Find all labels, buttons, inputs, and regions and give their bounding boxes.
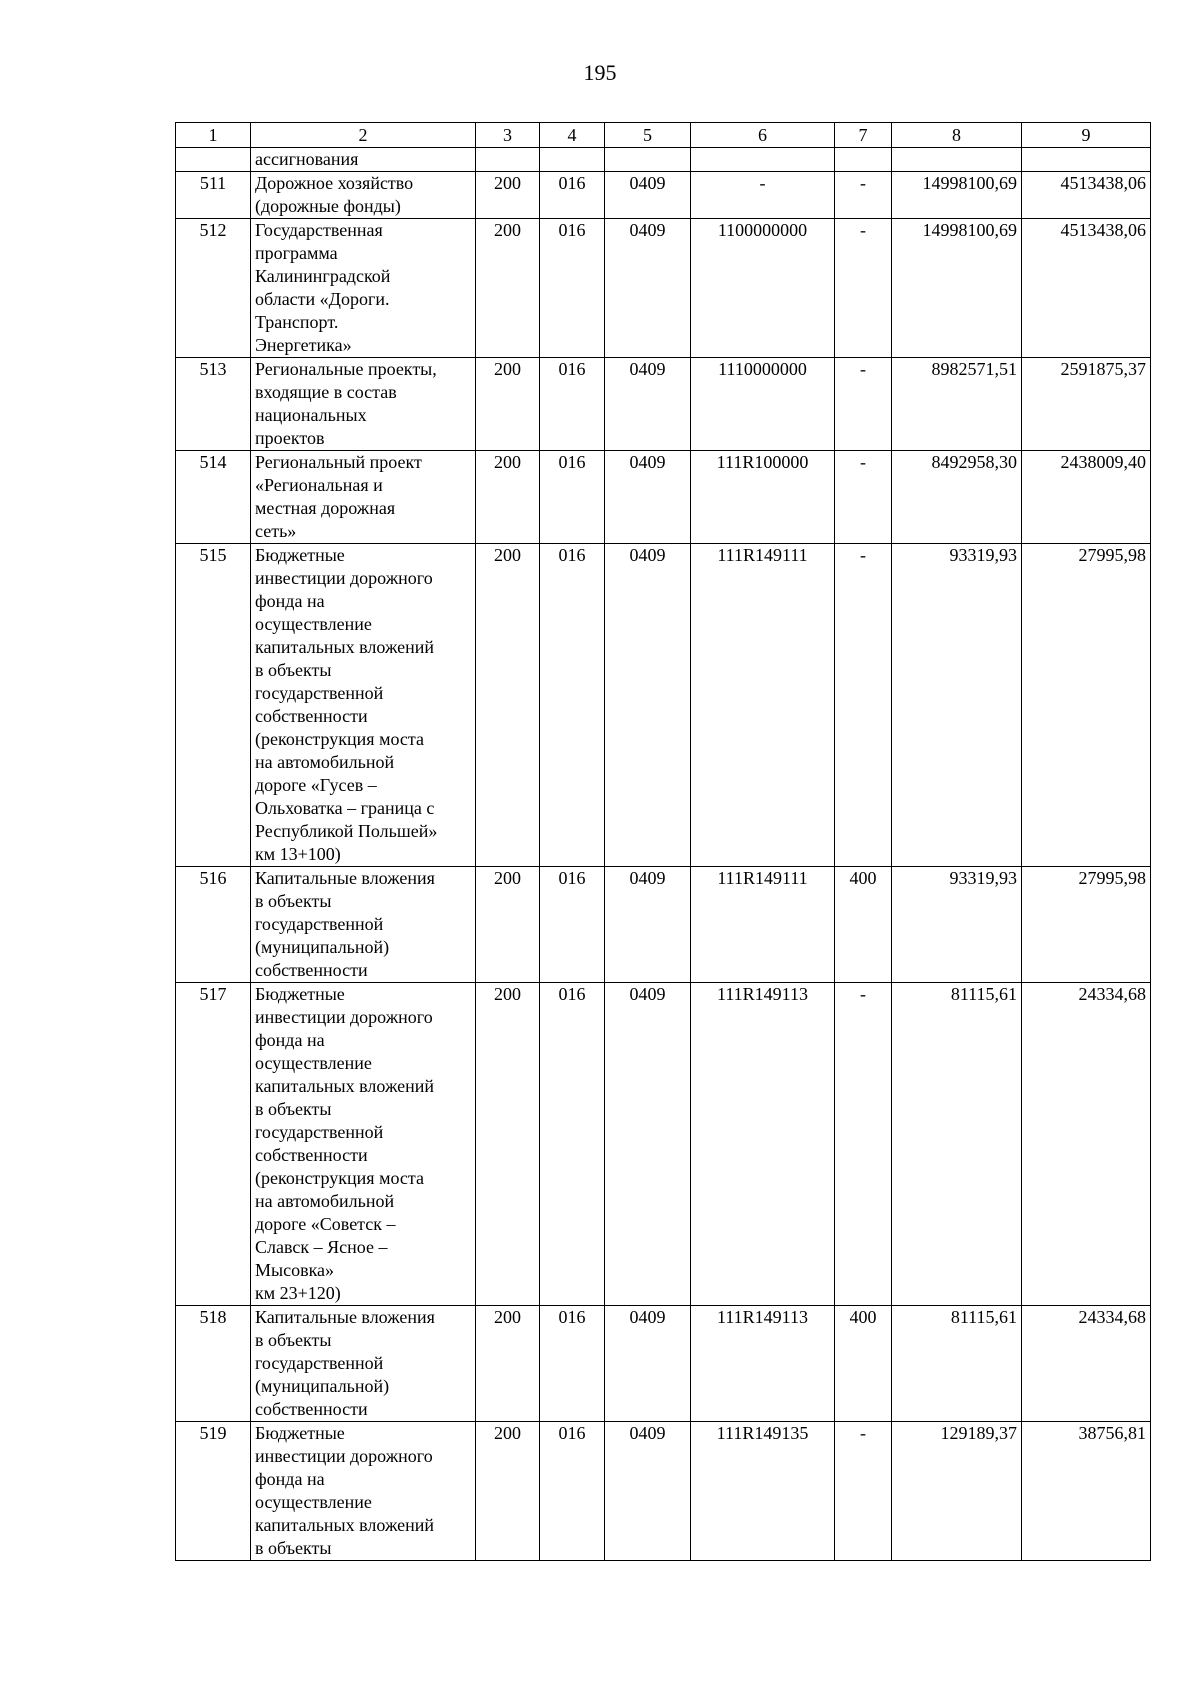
amount-cell: 81115,61: [892, 1306, 1022, 1422]
target-article-cell: 111R149111: [691, 867, 835, 983]
row-number-cell: 515: [176, 544, 251, 867]
amount-cell: 93319,93: [892, 544, 1022, 867]
amount-cell: 27995,98: [1022, 867, 1151, 983]
row-name-line: Энергетика»: [255, 335, 352, 355]
row-name-line: фонда на: [255, 1030, 325, 1050]
amount-cell: 27995,98: [1022, 544, 1151, 867]
table-cell: [176, 148, 251, 172]
column-header: 6: [691, 123, 835, 148]
department-code-cell: 016: [540, 544, 605, 867]
row-name-line: собственности: [255, 1399, 368, 1419]
amount-cell: 81115,61: [892, 983, 1022, 1306]
section-code-cell: 0409: [605, 867, 691, 983]
row-name-line: капитальных вложений: [255, 637, 435, 657]
expense-type-cell: -: [835, 172, 892, 219]
admin-code-cell: 200: [476, 867, 540, 983]
row-name-line: Транспорт.: [255, 312, 339, 332]
row-name-line: на автомобильной: [255, 1191, 395, 1211]
admin-code-cell: 200: [476, 1422, 540, 1561]
department-code-cell: 016: [540, 358, 605, 451]
department-code-cell: 016: [540, 172, 605, 219]
row-number-cell: 518: [176, 1306, 251, 1422]
row-name-line: (муниципальной): [255, 1376, 390, 1396]
table-body: [176, 148, 1151, 1561]
row-name-line: фонда на: [255, 591, 325, 611]
table-row: [176, 983, 1151, 1306]
expense-type-cell: -: [835, 1422, 892, 1561]
department-code-cell: 016: [540, 219, 605, 358]
row-name-line: км 23+120): [255, 1283, 341, 1303]
row-name-line: на автомобильной: [255, 752, 395, 772]
amount-cell: 2591875,37: [1022, 358, 1151, 451]
page-number: 195: [583, 60, 617, 85]
row-name-line: осуществление: [255, 1492, 372, 1512]
row-name-line: проектов: [255, 428, 325, 448]
row-name-line: (реконструкция моста: [255, 1168, 424, 1188]
row-name-line: входящие в состав: [255, 382, 397, 402]
row-number-cell: 514: [176, 451, 251, 544]
amount-cell: 93319,93: [892, 867, 1022, 983]
row-name-line: Республикой Польшей»: [255, 821, 438, 841]
expense-type-cell: -: [835, 219, 892, 358]
target-article-cell: 1100000000: [691, 219, 835, 358]
table-row: [176, 358, 1151, 451]
row-number-cell: 512: [176, 219, 251, 358]
target-article-cell: 1110000000: [691, 358, 835, 451]
row-name-line: инвестиции дорожного: [255, 1446, 433, 1466]
expense-type-cell: -: [835, 983, 892, 1306]
target-article-cell: 111R149113: [691, 1306, 835, 1422]
row-name-line: (муниципальной): [255, 937, 390, 957]
row-name-cell: [251, 544, 476, 867]
section-code-cell: 0409: [605, 451, 691, 544]
amount-cell: 24334,68: [1022, 1306, 1151, 1422]
row-name-line: Ольховатка – граница с: [255, 798, 435, 818]
section-code-cell: 0409: [605, 1422, 691, 1561]
row-name-cell: [251, 451, 476, 544]
column-header: 9: [1022, 123, 1151, 148]
row-name-line: осуществление: [255, 1053, 372, 1073]
row-name-line: в объекты: [255, 1099, 332, 1119]
amount-cell: 2438009,40: [1022, 451, 1151, 544]
column-header: 8: [892, 123, 1022, 148]
row-name-line: Капитальные вложения: [255, 868, 435, 888]
expense-type-cell: 400: [835, 1306, 892, 1422]
table-cell: [605, 148, 691, 172]
row-name-line: государственной: [255, 683, 384, 703]
row-name-line: км 13+100): [255, 844, 341, 864]
row-name-line: в объекты: [255, 1538, 332, 1558]
amount-cell: 24334,68: [1022, 983, 1151, 1306]
table-row: [176, 544, 1151, 867]
table-row: [176, 219, 1151, 358]
section-code-cell: 0409: [605, 1306, 691, 1422]
amount-cell: 14998100,69: [892, 172, 1022, 219]
row-name-line: осуществление: [255, 614, 372, 634]
column-header: 1: [176, 123, 251, 148]
row-name-line: Региональные проекты,: [255, 359, 437, 379]
row-name-line: собственности: [255, 1145, 368, 1165]
table-row: [176, 451, 1151, 544]
admin-code-cell: 200: [476, 1306, 540, 1422]
row-name-line: дороге «Советск –: [255, 1214, 396, 1234]
department-code-cell: 016: [540, 1422, 605, 1561]
row-name-line: инвестиции дорожного: [255, 568, 433, 588]
continuation-row: [176, 148, 1151, 172]
table-cell: [540, 148, 605, 172]
budget-table: [175, 122, 1151, 1561]
section-code-cell: 0409: [605, 544, 691, 867]
row-name-line: в объекты: [255, 1330, 332, 1350]
row-name-line: дороге «Гусев –: [255, 775, 377, 795]
row-name-line: Бюджетные: [255, 545, 345, 565]
row-name-line: (дорожные фонды): [255, 196, 401, 216]
row-name-cell: [251, 1422, 476, 1561]
column-header: 4: [540, 123, 605, 148]
admin-code-cell: 200: [476, 358, 540, 451]
table-row: [176, 1422, 1151, 1561]
row-name-line: капитальных вложений: [255, 1515, 435, 1535]
expense-type-cell: -: [835, 544, 892, 867]
row-name-line: местная дорожная: [255, 498, 396, 518]
row-number-cell: 511: [176, 172, 251, 219]
table-cell: [835, 148, 892, 172]
table-cell: [1022, 148, 1151, 172]
target-article-cell: -: [691, 172, 835, 219]
row-name-line: собственности: [255, 706, 368, 726]
amount-cell: 8982571,51: [892, 358, 1022, 451]
column-header: 5: [605, 123, 691, 148]
row-number-cell: 513: [176, 358, 251, 451]
amount-cell: 4513438,06: [1022, 172, 1151, 219]
amount-cell: 38756,81: [1022, 1422, 1151, 1561]
amount-cell: 14998100,69: [892, 219, 1022, 358]
table-row: [176, 1306, 1151, 1422]
row-name-line: Бюджетные: [255, 984, 345, 1004]
row-name-line: в объекты: [255, 660, 332, 680]
section-code-cell: 0409: [605, 358, 691, 451]
department-code-cell: 016: [540, 867, 605, 983]
column-header: 3: [476, 123, 540, 148]
row-name-line: сеть»: [255, 521, 297, 541]
row-name-line: государственной: [255, 1353, 384, 1373]
department-code-cell: 016: [540, 1306, 605, 1422]
row-name-cell: [251, 219, 476, 358]
row-name-line: в объекты: [255, 891, 332, 911]
department-code-cell: 016: [540, 983, 605, 1306]
row-name-line: Славск – Ясное –: [255, 1237, 388, 1257]
row-name-line: области «Дороги.: [255, 289, 390, 309]
row-name-cell: [251, 867, 476, 983]
row-name-line: Государственная: [255, 220, 383, 240]
row-name-line: программа: [255, 243, 338, 263]
continuation-text: ассигнования: [251, 148, 476, 172]
admin-code-cell: 200: [476, 219, 540, 358]
column-header: 2: [251, 123, 476, 148]
target-article-cell: 111R100000: [691, 451, 835, 544]
admin-code-cell: 200: [476, 544, 540, 867]
section-code-cell: 0409: [605, 219, 691, 358]
row-name-line: фонда на: [255, 1469, 325, 1489]
expense-type-cell: -: [835, 451, 892, 544]
row-name-line: Бюджетные: [255, 1423, 345, 1443]
section-code-cell: 0409: [605, 983, 691, 1306]
row-name-cell: [251, 172, 476, 219]
expense-type-cell: 400: [835, 867, 892, 983]
admin-code-cell: 200: [476, 983, 540, 1306]
row-number-cell: 516: [176, 867, 251, 983]
amount-cell: 129189,37: [892, 1422, 1022, 1561]
row-name-line: государственной: [255, 914, 384, 934]
table-cell: [892, 148, 1022, 172]
row-name-line: Калининградской: [255, 266, 391, 286]
department-code-cell: 016: [540, 451, 605, 544]
row-name-line: Региональный проект: [255, 452, 422, 472]
row-name-cell: [251, 983, 476, 1306]
row-name-line: (реконструкция моста: [255, 729, 424, 749]
row-name-line: «Региональная и: [255, 475, 383, 495]
row-name-line: государственной: [255, 1122, 384, 1142]
row-name-line: Мысовка»: [255, 1260, 335, 1280]
table-cell: [691, 148, 835, 172]
row-name-line: инвестиции дорожного: [255, 1007, 433, 1027]
table-cell: [476, 148, 540, 172]
target-article-cell: 111R149111: [691, 544, 835, 867]
amount-cell: 8492958,30: [892, 451, 1022, 544]
target-article-cell: 111R149135: [691, 1422, 835, 1561]
admin-code-cell: 200: [476, 451, 540, 544]
header-row: [176, 123, 1151, 148]
target-article-cell: 111R149113: [691, 983, 835, 1306]
row-name-line: собственности: [255, 960, 368, 980]
row-name-line: Капитальные вложения: [255, 1307, 435, 1327]
row-name-cell: [251, 1306, 476, 1422]
row-name-line: национальных: [255, 405, 367, 425]
row-number-cell: 519: [176, 1422, 251, 1561]
admin-code-cell: 200: [476, 172, 540, 219]
section-code-cell: 0409: [605, 172, 691, 219]
column-header: 7: [835, 123, 892, 148]
table-row: [176, 867, 1151, 983]
row-name-line: Дорожное хозяйство: [255, 173, 414, 193]
row-name-cell: [251, 358, 476, 451]
expense-type-cell: -: [835, 358, 892, 451]
row-name-line: капитальных вложений: [255, 1076, 435, 1096]
row-number-cell: 517: [176, 983, 251, 1306]
amount-cell: 4513438,06: [1022, 219, 1151, 358]
table-row: [176, 172, 1151, 219]
